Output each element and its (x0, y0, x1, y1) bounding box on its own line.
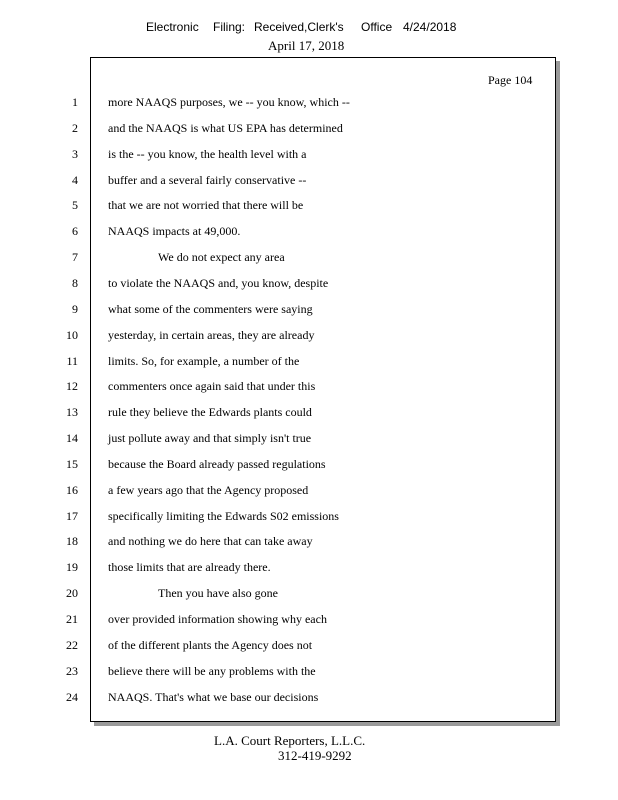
line-number: 13 (66, 405, 78, 419)
line-number: 12 (66, 379, 78, 393)
line-number: 5 (72, 198, 78, 212)
line-number: 7 (72, 250, 78, 264)
line-number: 21 (66, 612, 78, 626)
line-number: 22 (66, 638, 78, 652)
line-text: buffer and a several fairly conservative -- (108, 173, 307, 187)
line-text: of the different plants the Agency does not (108, 638, 313, 652)
line-text: a few years ago that the Agency proposed (108, 483, 309, 497)
line-number: 10 (66, 328, 78, 342)
line-number: 24 (66, 690, 78, 704)
line-text: that we are not worried that there will be (108, 198, 304, 212)
line-number: 17 (66, 509, 78, 523)
page-number: Page 104 (488, 73, 533, 87)
line-number: 2 (72, 121, 78, 135)
stamp-word-office: Office (361, 20, 393, 34)
line-text: and nothing we do here that can take away (108, 534, 313, 548)
line-text: and the NAAQS is what US EPA has determined (108, 121, 343, 135)
stamp-date: 4/24/2018 (403, 20, 457, 34)
line-text: rule they believe the Edwards plants could (108, 405, 312, 419)
line-text: those limits that are already there. (108, 560, 271, 574)
line-text: NAAQS. That's what we base our decisions (108, 690, 319, 704)
line-number: 19 (66, 560, 78, 574)
line-number: 16 (66, 483, 78, 497)
line-number: 18 (66, 534, 78, 548)
line-number: 15 (66, 457, 78, 471)
line-number: 23 (66, 664, 78, 678)
line-text: We do not expect any area (158, 250, 285, 264)
line-text: NAAQS impacts at 49,000. (108, 224, 241, 238)
line-text: yesterday, in certain areas, they are already (108, 328, 315, 342)
electronic-filing-stamp (0, 20, 618, 38)
line-text: because the Board already passed regulations (108, 457, 326, 471)
stamp-word-filing: Filing: (213, 20, 246, 34)
line-text: limits. So, for example, a number of the (108, 354, 300, 368)
line-text: is the -- you know, the health level with a (108, 147, 307, 161)
line-text: believe there will be any problems with the (108, 664, 316, 678)
line-text: Then you have also gone (158, 586, 278, 600)
line-text: specifically limiting the Edwards S02 emissions (108, 509, 339, 523)
stamp-word-received-clerks: Received,Clerk's (254, 20, 344, 34)
line-number: 11 (66, 354, 78, 368)
line-number: 3 (72, 147, 78, 161)
line-number: 8 (72, 276, 78, 290)
line-text: over provided information showing why each (108, 612, 327, 626)
line-number: 9 (72, 302, 78, 316)
line-text: just pollute away and that simply isn't true (108, 431, 312, 445)
line-number: 14 (66, 431, 78, 445)
line-text: more NAAQS purposes, we -- you know, which -- (108, 95, 350, 109)
line-number: 20 (66, 586, 78, 600)
line-number: 4 (72, 173, 78, 187)
line-number: 6 (72, 224, 78, 238)
court-reporter-phone: 312-419-9292 (278, 748, 352, 763)
line-text: commenters once again said that under this (108, 379, 316, 393)
line-text: what some of the commenters were saying (108, 302, 313, 316)
line-number: 1 (72, 95, 78, 109)
court-reporter-name: L.A. Court Reporters, L.L.C. (214, 733, 366, 748)
transcript-date: April 17, 2018 (268, 38, 345, 53)
line-text: to violate the NAAQS and, you know, despite (108, 276, 329, 290)
stamp-word-electronic: Electronic (146, 20, 199, 34)
